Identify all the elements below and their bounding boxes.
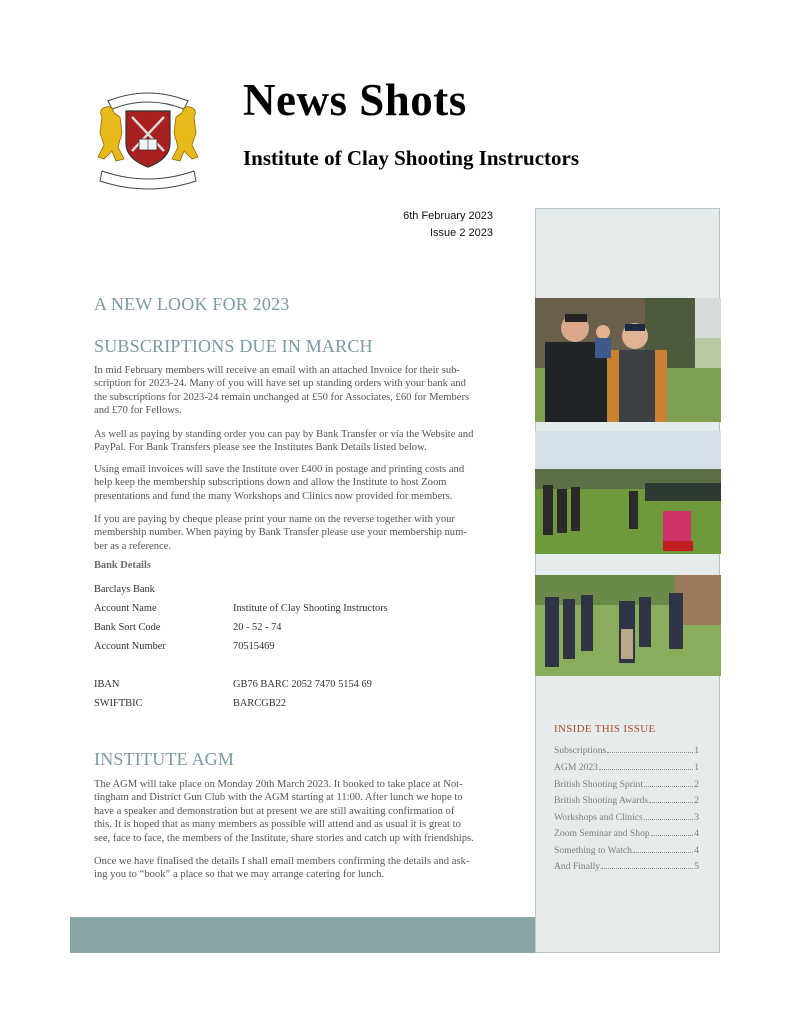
issue-number: Issue 2 2023 [430, 227, 493, 239]
bank-value-sort-code: 20 - 52 - 74 [233, 622, 282, 633]
toc-item[interactable]: British Shooting Sprint 2 [554, 779, 699, 790]
bank-label-iban: IBAN [94, 679, 120, 690]
bank-details-heading: Bank Details [94, 560, 151, 571]
toc-item[interactable]: Something to Watch 4 [554, 845, 699, 856]
subscriptions-paragraph-3: Using email invoices will save the Institute over £400 in postage and printing costs and help keep the membership subscriptions down and allow the Institute to host Zoom presentations and fund the many Workshops and Clinics now provided for members. [94, 464, 465, 502]
bank-value-account-name: Institute of Clay Shooting Instructors [233, 603, 388, 614]
issue-date: 6th February 2023 [403, 210, 493, 222]
heading-agm: INSTITUTE AGM [94, 749, 235, 769]
institute-crest-icon [94, 87, 202, 193]
toc-item[interactable]: AGM 2023 1 [554, 762, 699, 773]
heading-new-look: A NEW LOOK FOR 2023 [94, 294, 290, 314]
subscriptions-paragraph-4: If you are paying by cheque please print your name on the reverse together with your membership number. When paying by Bank Transfer please use your membership num- ber as a reference. [94, 514, 467, 552]
toc-title: INSIDE THIS ISSUE [554, 723, 656, 735]
newsletter-title: News Shots [243, 75, 467, 125]
bank-value-account-number: 70515469 [233, 641, 275, 652]
photo-workshop-group [535, 575, 721, 676]
bank-label-account-name: Account Name [94, 603, 157, 614]
photo-instructors [535, 298, 721, 422]
heading-subscriptions: SUBSCRIPTIONS DUE IN MARCH [94, 336, 373, 356]
toc-item[interactable]: Workshops and Clinics 3 [554, 812, 699, 823]
photo-shooting-ground [535, 431, 721, 554]
bank-label-account-number: Account Number [94, 641, 166, 652]
bank-value-swift: BARCGB22 [233, 698, 287, 709]
agm-paragraph-2: Once we have finalised the details I shall email members confirming the details and ask- ing you to “book” a place so that we may arrange catering for lunch. [94, 856, 470, 881]
bank-value-iban: GB76 BARC 2052 7470 5154 69 [233, 679, 372, 690]
footer-bar [70, 917, 535, 953]
subscriptions-paragraph-2: As well as paying by standing order you can pay by Bank Transfer or via the Website and PayPal. For Bank Transfers please see the Institutes Bank Details listed below. [94, 429, 474, 454]
newsletter-subtitle: Institute of Clay Shooting Instructors [243, 146, 580, 170]
toc-item[interactable]: And Finally 5 [554, 861, 699, 872]
bank-label-sort-code: Bank Sort Code [94, 622, 161, 633]
toc-item[interactable]: British Shooting Awards 2 [554, 795, 699, 806]
agm-paragraph-1: The AGM will take place on Monday 20th March 2023. It booked to take place at Not- tingham and District Gun Club with the AGM starting at 11:00. After lunch we hope to have a speaker and demonstration but at present we are still awaiting confirmation of this. It is hoped that as many members as possible will attend and as usual it is great to see, face to face, the members of the Institute, share stories and catch up with friendships. [94, 779, 474, 844]
bank-name: Barclays Bank [94, 584, 155, 595]
toc-item[interactable]: Zoom Seminar and Shop 4 [554, 828, 699, 839]
bank-label-swift: SWIFTBIC [94, 698, 143, 709]
subscriptions-paragraph-1: In mid February members will receive an email with an attached Invoice for their sub- scription for 2023-24. Many of you will have set up standing orders with your bank and the subscriptions for 2023-24 remain unchanged at £50 for Associates, £60 for Members and £70 for Fellows. [94, 365, 470, 417]
toc-item[interactable]: Subscriptions 1 [554, 745, 699, 756]
